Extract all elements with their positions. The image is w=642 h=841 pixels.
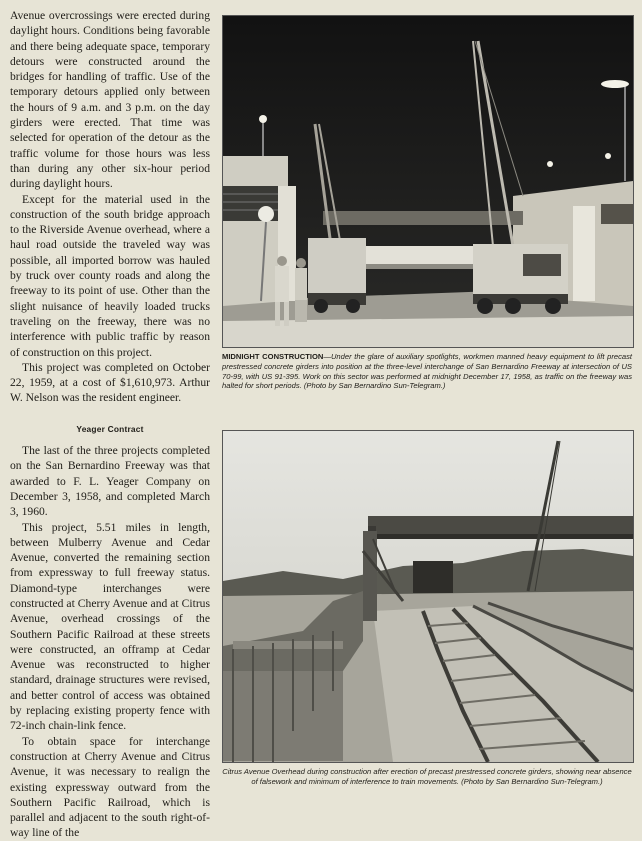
caption-lead: MIDNIGHT CONSTRUCTION: [222, 352, 324, 361]
article-paragraph: The last of the three projects completed on the San Bernardino Freeway was that awarded to F. L. Yeager Company on December 3, 1958, and completed March 3, 1960.: [10, 444, 210, 519]
article-column: [10, 8, 210, 841]
article-paragraph: This project was completed on October 22, 1959, at a cost of $1,610,973. Arthur W. Nelson was the resident engineer.: [10, 360, 210, 405]
article-paragraph: Avenue overcrossings were erected during daylight hours. Conditions being favorable and there being adequate space, temporary detours were constructed around the bridges for handling of traffic. Use of the temporary detours applied only between the hours of 9 a.m. and 3 p.m. on the day girders were erected. That time was selected for operation of the detour as the traffic volume for those hours was less than during any other six-hour period during daylight hours.: [10, 9, 210, 191]
caption-text: Citrus Avenue Overhead during construction after erection of precast prestressed concrete girders, showing near absence of falsework and minimum of interference to train movements. (Photo by San Bernardino Sun-Telegram.): [222, 767, 632, 786]
night-construction-photo: [222, 15, 634, 348]
article-paragraph: To obtain space for interchange construction at Cherry Avenue and Citrus Avenue, it was necessary to realign the existing expressway outward from the Southern Pacific Railroad, which is parallel and adjacent to the south right-of-way line of the: [10, 734, 210, 840]
article-paragraph: Except for the material used in the construction of the south bridge approach to the Riverside Avenue overhead, where a haul road outside the traveled way was possible, all imported borrow was hauled by truck over county roads and along the freeway to its point of use. Other than the slight nuisance of heavily loaded trucks traveling on the freeway, there was no interference with public traffic by reason of construction on this project.: [10, 192, 210, 359]
citrus-overhead-photo: [222, 430, 634, 763]
photo-caption: [222, 352, 632, 391]
caption-text: —Under the glare of auxiliary spotlights, workmen manned heavy equipment to lift precast prestressed concrete girders into position at the three-level interchange of San Bernardino Freeway at intersection of US 70-99, with US 91-395. Work on this sector was performed at midnight December 17, 1958, as traffic on the freeway was halted for short periods. (Photo by San Bernardino Sun-Telegram.): [222, 352, 632, 391]
section-heading: Yeager Contract: [76, 423, 144, 434]
article-paragraph: This project, 5.51 miles in length, between Mulberry Avenue and Cedar Avenue, converted the remaining section from expressway to full freeway status. Diamond-type interchanges were constructed at Cherry Avenue and at Citrus Avenue, overhead crossings of the Southern Pacific Railroad at these streets were constructed, an offramp at Cedar Avenue was reconstructed to higher standard, drainage structures were revised, and better control of access was obtained by replacing existing property fence with 72-inch chain-link fence.: [10, 520, 210, 733]
photo-caption: [222, 767, 632, 787]
